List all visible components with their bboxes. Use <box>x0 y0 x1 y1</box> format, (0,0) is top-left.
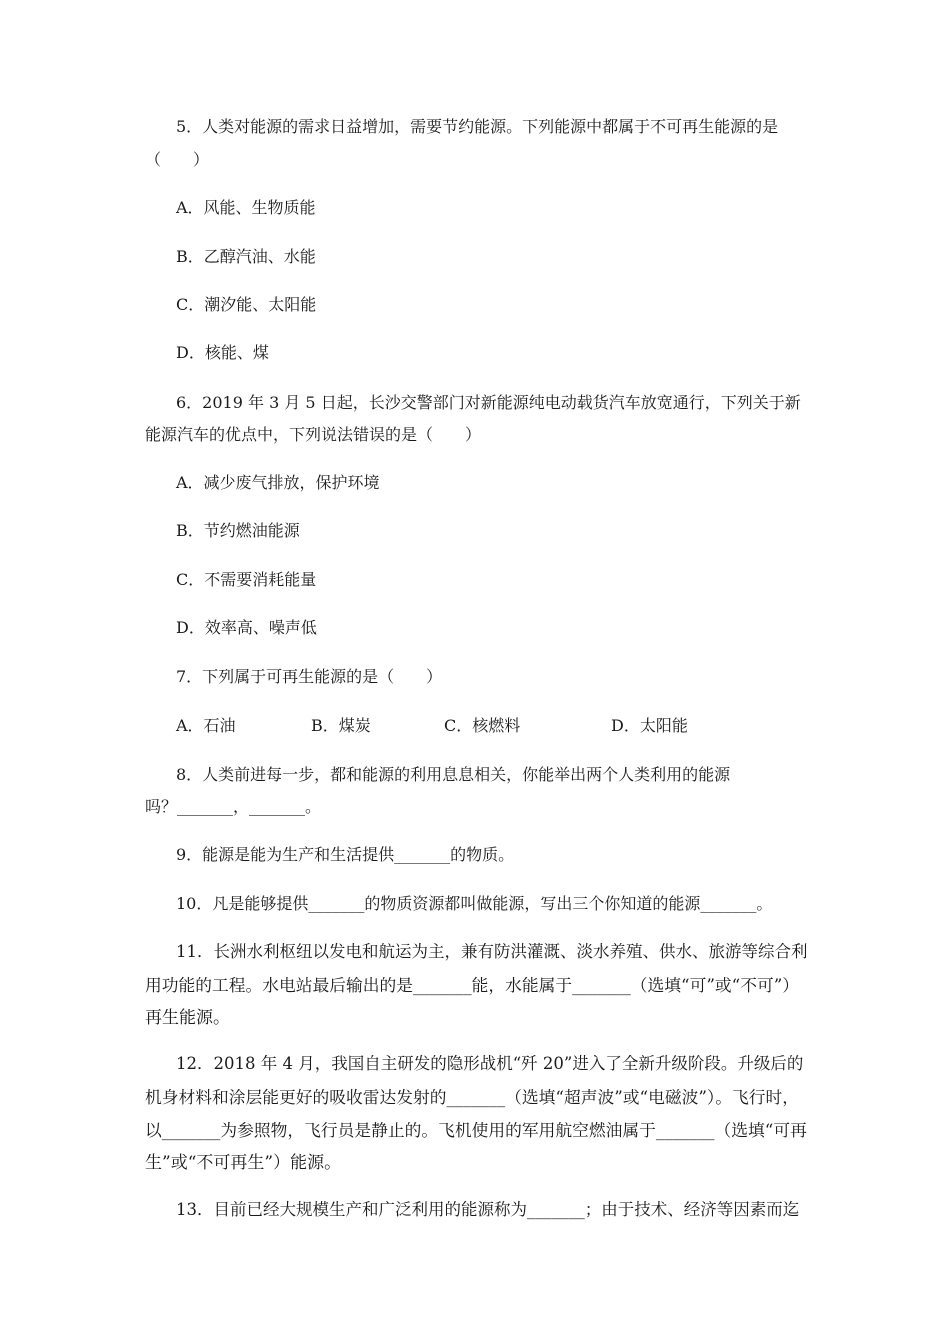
q6-stem-line2: 能源汽车的优点中，下列说法错误的是（ ） <box>145 425 482 444</box>
q6-option-a: A．减少废气排放，保护环境 <box>176 473 380 492</box>
q9-stem: 9．能源是能为生产和生活提供_______的物质。 <box>176 845 515 864</box>
q8-stem-line2: 吗？_______，_______。 <box>145 797 322 816</box>
q6-option-c: C．不需要消耗能量 <box>176 570 317 589</box>
q8-stem-line1: 8．人类前进每一步，都和能源的利用息息相关，你能举出两个人类利用的能源 <box>176 765 731 784</box>
q11-stem-line3: 再生能源。 <box>145 1008 230 1028</box>
q11-stem-line1: 11．长洲水利枢纽以发电和航运为主，兼有防洪灌溉、淡水养殖、供水、旅游等综合利 <box>176 942 808 961</box>
q6-option-b: B．节约燃油能源 <box>176 521 300 540</box>
q12-stem-line2: 机身材料和涂层能更好的吸收雷达发射的_______（选填“超声波”或“电磁波”）。飞行时， <box>145 1087 800 1107</box>
q12-stem-line3: 以_______为参照物，飞行员是静止的。飞机使用的军用航空燃油属于_______（选填“可再 <box>145 1120 807 1140</box>
q5-option-b: B．乙醇汽油、水能 <box>176 247 316 266</box>
q12-stem-line4: 生”或“不可再生”）能源。 <box>145 1153 342 1173</box>
q13-stem-line1: 13．目前已经大规模生产和广泛利用的能源称为_______；由于技术、经济等因素而迄 <box>176 1200 800 1219</box>
q12-stem-line1: 12．2018 年 4 月，我国自主研发的隐形战机“歼 20”进入了全新升级阶段。升级后的 <box>176 1054 804 1073</box>
q5-option-d: D．核能、煤 <box>176 343 269 362</box>
q6-option-d: D．效率高、噪声低 <box>176 618 317 637</box>
q7-option-c: C．核燃料 <box>444 716 521 735</box>
q7-option-b: B．煤炭 <box>311 716 371 735</box>
q7-option-d: D．太阳能 <box>611 716 688 735</box>
q11-stem-line2: 用功能的工程。水电站最后输出的是_______能，水能属于_______（选填“可”或“不可”） <box>145 975 800 995</box>
q5-option-a: A．风能、生物质能 <box>176 198 316 217</box>
q7-stem: 7．下列属于可再生能源的是（ ） <box>176 667 443 686</box>
q5-option-c: C．潮汐能、太阳能 <box>176 295 317 314</box>
q5-stem-line2: （ ） <box>145 150 210 169</box>
q5-stem-line1: 5．人类对能源的需求日益增加，需要节约能源。下列能源中都属于不可再生能源的是 <box>176 117 779 136</box>
q10-stem: 10．凡是能够提供_______的物质资源都叫做能源，写出三个你知道的能源_______。 <box>176 894 773 913</box>
q6-stem-line1: 6．2019 年 3 月 5 日起，长沙交警部门对新能源纯电动载货汽车放宽通行，下列关于新 <box>176 393 801 412</box>
q7-option-a: A．石油 <box>176 716 236 735</box>
